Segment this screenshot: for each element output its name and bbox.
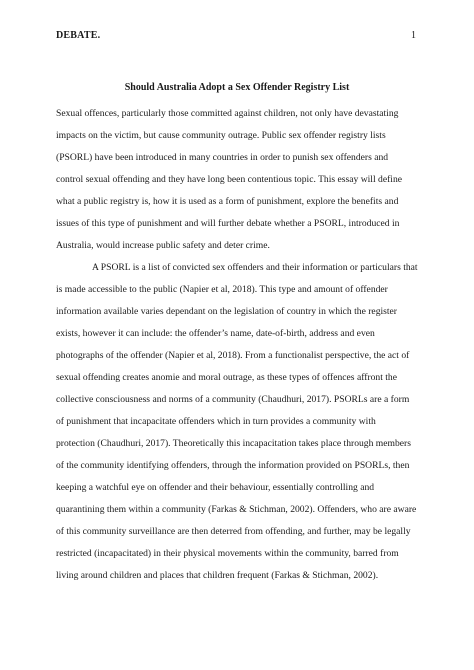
paragraph-line: exists, however it can include: the offender’s name, date-of-birth, address and even	[56, 328, 375, 339]
running-head: DEBATE.	[56, 30, 101, 41]
paragraph-line: issues of this type of punishment and will further debate whether a PSORL, introduced in	[56, 218, 400, 229]
paragraph-line: control sexual offending and they have long been contentious topic. This essay will define	[56, 174, 403, 185]
paragraph-line: (PSORL) have been introduced in many countries in order to punish sex offenders and	[56, 152, 389, 163]
paragraph-line: restricted (incapacitated) in their physical movements within the community, barred from	[56, 548, 399, 559]
paragraph-line: protection (Chaudhuri, 2017). Theoretically this incapacitation takes place through members	[56, 438, 411, 449]
paragraph-line: Australia, would increase public safety and deter crime.	[56, 240, 270, 251]
paragraph-line: Sexual offences, particularly those committed against children, not only have devastating	[56, 108, 399, 119]
page-number: 1	[411, 30, 416, 41]
paragraph-line: photographs of the offender (Napier et al, 2018). From a functionalist perspective, the act of	[56, 350, 410, 361]
paragraph-line: A PSORL is a list of convicted sex offenders and their information or particulars that	[92, 262, 418, 273]
paragraph-line: keeping a watchful eye on offender and their behaviour, essentially controlling and	[56, 482, 375, 493]
paragraph-line: impacts on the victim, but cause community outrage. Public sex offender registry lists	[56, 130, 386, 141]
paragraph-line: of the community identifying offenders, through the information provided on PSORLs, then	[56, 460, 410, 471]
paragraph-line: of this community surveillance are then deterred from offending, and further, may be legally	[56, 526, 411, 537]
paragraph-line: quarantining them within a community (Farkas & Stichman, 2002). Offenders, who are aware	[56, 504, 417, 515]
paragraph-line: information available varies dependant on the legislation of country in which the register	[56, 306, 398, 317]
paragraph-line: collective consciousness and norms of a community (Chaudhuri, 2017). PSORLs are a form	[56, 394, 410, 405]
paragraph-line: is made accessible to the public (Napier et al, 2018). This type and amount of offender	[56, 284, 388, 295]
document-title: Should Australia Adopt a Sex Offender Registry List	[124, 82, 350, 93]
paragraph-line: living around children and places that children frequent (Farkas & Stichman, 2002).	[56, 570, 379, 581]
paragraph-line: what a public registry is, how it is used as a form of punishment, explore the benefits and	[56, 196, 399, 207]
paragraph-line: of punishment that incapacitate offenders which in turn provides a community with	[56, 416, 376, 427]
paragraph-line: sexual offending creates anomie and moral outrage, as these types of offences affront the	[56, 372, 397, 383]
